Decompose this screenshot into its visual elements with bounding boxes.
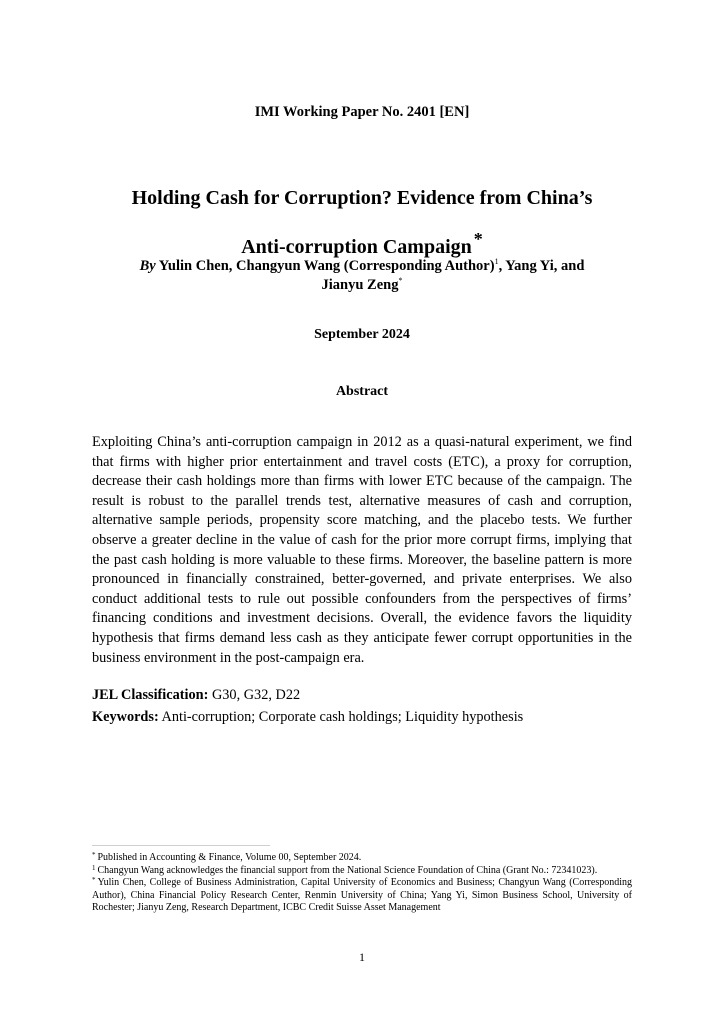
title-line-2-text: Anti-corruption Campaign	[241, 236, 472, 258]
author-by-label: By	[139, 258, 156, 274]
footnote-text: Yulin Chen, College of Business Administration, Capital University of Economics and Business; Changyun Wang (Corresponding Author), China Financial Policy Research Center, Renmin University of China; Yang Yi, Simon Business School, University of Rochester; Jianyu Zeng, Research Department, ICBC Credit Suisse Asset Management	[92, 877, 632, 913]
author-list	[100, 257, 624, 295]
footnote-text: Published in Accounting & Finance, Volume 00, September 2024.	[97, 852, 362, 863]
keywords-label: Keywords:	[92, 709, 159, 725]
author-line-2	[100, 276, 624, 295]
footnote	[92, 877, 632, 915]
footnote-marker: 1	[92, 863, 96, 872]
publication-date: September 2024	[314, 327, 410, 342]
author-footnote-marker-2: *	[398, 276, 403, 285]
footnote-marker: *	[92, 876, 96, 884]
author-names-1: Yulin Chen, Changyun Wang (Corresponding Author)	[158, 258, 495, 274]
keywords	[92, 708, 632, 728]
jel-value: G30, G32, D22	[208, 687, 301, 703]
footnote-marker: *	[92, 851, 96, 859]
author-names-2: Jianyu Zeng	[321, 277, 399, 293]
author-line-1	[100, 257, 624, 276]
keywords-value: Anti-corruption; Corporate cash holdings; Liquidity hypothesis	[158, 709, 524, 725]
author-names-1-tail: , Yang Yi, and	[498, 258, 585, 274]
author-footnote-marker-1: 1	[494, 257, 499, 266]
footnote-divider	[92, 845, 270, 846]
jel-classification	[92, 686, 632, 706]
paper-title	[90, 178, 634, 268]
abstract-body: Exploiting China’s anti-corruption campaign in 2012 as a quasi-natural experiment, we find that firms with higher prior entertainment and travel costs (ETC), a proxy for corruption, decrease their cash holdings more than firms with lower ETC because of the campaign. The result is robust to the parallel trends test, alternative measures of cash and corruption, alternative sample periods, propensity score matching, and the placebo tests. We further observe a greater decline in the value of cash for the prior more corrupt firms, implying that the past cash holding is more valuable to these firms. Moreover, the baseline pattern is more pronounced in financially constrained, better-governed, and private enterprises. We also conduct additional tests to rule out possible confounders from the perspectives of firms’ financing conditions and investment decisions. Overall, the evidence favors the liquidity hypothesis that firms demand less cash as they anticipate fewer corrupt opportunities in the business environment in the post-campaign era.	[92, 434, 632, 666]
footnote	[92, 865, 632, 878]
page-number: 1	[359, 950, 365, 964]
title-footnote-marker: *	[473, 229, 483, 249]
footnotes	[92, 852, 632, 915]
footnote	[92, 852, 632, 865]
working-paper-number: IMI Working Paper No. 2401 [EN]	[254, 104, 470, 120]
jel-label: JEL Classification:	[92, 687, 209, 703]
abstract-heading: Abstract	[335, 384, 389, 399]
title-line-1: Holding Cash for Corruption? Evidence from China’s	[131, 187, 593, 209]
footnote-text: Changyun Wang acknowledges the financial support from the National Science Foundation of China (Grant No.: 72341023).	[97, 864, 598, 876]
